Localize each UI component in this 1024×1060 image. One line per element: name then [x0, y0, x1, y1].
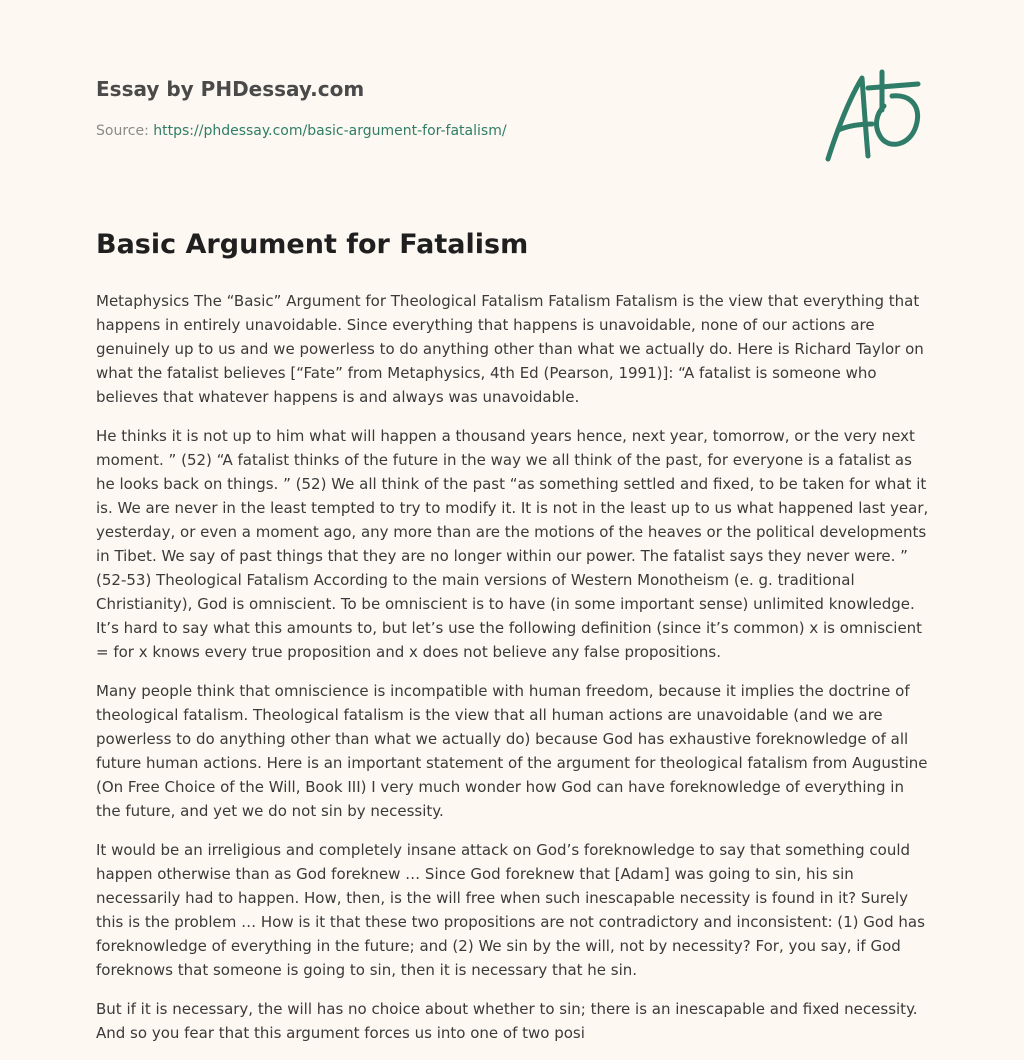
essay-paragraph: Many people think that omniscience is incompatible with human freedom, because it implies the doctrine of theological fatalism. Theological fatalism is the view that all human actions are unavoidable (and we are powerless to do anything other than what we actually do) because God has exhaustive foreknowledge of all future human actions. Here is an important statement of the argument for theological fatalism from Augustine (On Free Choice of the Will, Book III) I very much wonder how God can have foreknowledge of everything in the future, and yet we do not sin by necessity.	[96, 682, 928, 820]
page-header	[96, 74, 736, 141]
site-title: Essay by PHDessay.com	[96, 77, 365, 101]
essay-paragraph: But if it is necessary, the will has no choice about whether to sin; there is an inescapable and fixed necessity. And so you fear that this argument forces us into one of two posi	[96, 1000, 918, 1042]
source-label: Source:	[96, 123, 154, 139]
source-link[interactable]: https://phdessay.com/basic-argument-for-fatalism/	[153, 123, 507, 139]
essay-body	[96, 226, 932, 1060]
essay-title: Basic Argument for Fatalism	[96, 229, 529, 260]
essay-paragraph: Metaphysics The “Basic” Argument for Theological Fatalism Fatalism Fatalism is the view that everything that happens in entirely unavoidable. Since everything that happens is unavoidable, none of our actions are genuinely up to us and we powerless to do anything other than what we actually do. Here is Richard Taylor on what the fatalist believes [“Fate” from Metaphysics, 4th Ed (Pearson, 1991)]: “A fatalist is someone who believes that whatever happens is and always was unavoidable.	[96, 292, 924, 406]
essay-paragraph: He thinks it is not up to him what will happen a thousand years hence, next year, tomorrow, or the very next moment. ” (52) “A fatalist thinks of the future in the way we all think of the past, for everyone is a fatalist as he looks back on things. ” (52) We all think of the past “as something settled and fixed, to be taken for what it is. We are never in the least tempted to try to modify it. It is not in the least up to us what happened last year, yesterday, or even a moment ago, any more than are the motions of the heaves or the political developments in Tibet. We say of past things that they are no longer within our power. The fatalist says they never were. ” (52-53) Theological Fatalism According to the main versions of Western Monotheism (e. g. traditional Christianity), God is omniscient. To be omniscient is to have (in some important sense) unlimited knowledge. It’s hard to say what this amounts to, but let’s use the following definition (since it’s common) x is omniscient = for x knows every true proposition and x does not believe any false propositions.	[96, 427, 929, 661]
a-plus-logo-icon	[818, 66, 930, 166]
essay-paragraph: It would be an irreligious and completely insane attack on God’s foreknowledge to say that something could happen otherwise than as God foreknew … Since God foreknew that [Adam] was going to sin, his sin necessarily had to happen. How, then, is the will free when such inescapable necessity is found in it? Surely this is the problem … How is it that these two propositions are not contradictory and inconsistent: (1) God has foreknowledge of everything in the future; and (2) We sin by the will, not by necessity? For, you say, if God foreknows that someone is going to sin, then it is necessary that he sin.	[96, 841, 925, 979]
source-line	[96, 121, 736, 141]
